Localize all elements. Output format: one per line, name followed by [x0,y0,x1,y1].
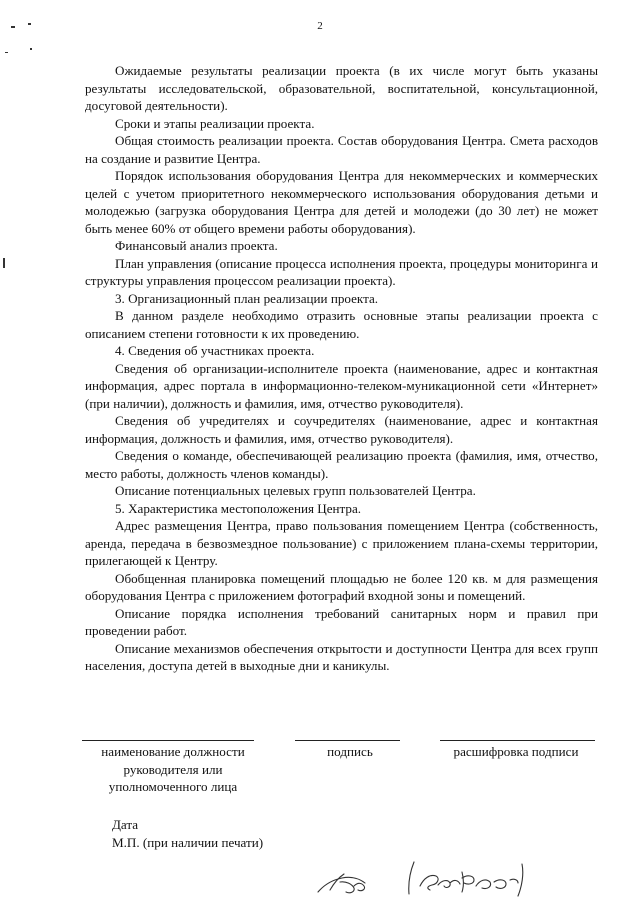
date-label: Дата [112,817,139,832]
scan-mark [5,52,8,53]
paragraph: Сведения об организации-исполнителе проекта (наименование, адрес и контактная информация, адрес портала в информационно-телеком-муникационной сети «Интернет» (при наличии), должность и фамилия, имя, отчество руководителя). [85,360,598,411]
page-number: 2 [317,20,323,32]
section-heading: 4. Сведения об участниках проекта. [115,343,315,358]
paragraph: Общая стоимость реализации проекта. Состав оборудования Центра. Смета расходов на создание и развитие Центра. [85,133,598,166]
paragraph: План управления (описание процесса исполнения проекта, процедуры мониторинга и структуры управления процессом реализации проекта). [85,255,598,288]
paragraph: Порядок использования оборудования Центра для некоммерческих и коммерческих целей с учетом приоритетного некоммерческого использования оборудования детьми и молодежью (загрузка оборудования Центра для детей и молодежи (до 30 лет) не может быть менее 60% от общего времени работы оборудования). [85,168,598,236]
decryption-signature-line [440,740,595,741]
scan-mark [30,48,32,50]
paragraph: Сроки и этапы реализации проекта. [115,115,315,131]
handwritten-signature [310,852,560,900]
decryption-label: расшифровка подписи [453,744,579,759]
section-heading: 3. Организационный план реализации проекта. [115,290,379,306]
paragraph: Описание потенциальных целевых групп пользователей Центра. [115,483,476,498]
paragraph: Сведения о команде, обеспечивающей реализацию проекта (фамилия, имя, отчество, место работы, должность членов команды). [85,448,598,481]
paragraph: Адрес размещения Центра, право пользования помещением Центра (собственность, аренда, передача в безвозмездное пользование) с приложением плана-схемы территории, прилегающей к Центру. [85,518,598,568]
paragraph: Ожидаемые результаты реализации проекта (в их числе могут быть указаны результаты исследовательской, образовательной, воспитательной, консультационной, досуговой деятельности). [85,63,598,113]
section-heading: 5. Характеристика местоположения Центра. [115,500,362,516]
paragraph: В данном разделе необходимо отразить основные этапы реализации проекта с описанием степени готовности к их проведению. [85,308,598,341]
position-signature-line [82,740,254,741]
signature-line [295,740,400,741]
paragraph: Сведения об учредителях и соучредителях (наименование, адрес и контактная информация, должность и фамилия, имя, отчество руководителя). [85,413,598,446]
position-label: наименование должности руководителя или уполномоченного лица [101,744,245,794]
document-body [85,62,598,675]
scan-mark [3,258,5,268]
paragraph: Описание порядка исполнения требований санитарных норм и правил при проведении работ. [85,605,598,638]
signature-label: подпись [327,744,373,759]
paragraph: Обобщенная планировка помещений площадью не более 120 кв. м для размещения оборудования Центра с приложением фотографий входной зоны и помещений. [85,570,598,603]
paragraph: Описание механизмов обеспечения открытости и доступности Центра для всех групп населения, доступа детей в выходные дни и каникулы. [85,640,598,673]
stamp-label: М.П. (при наличии печати) [112,835,264,850]
paragraph: Финансовый анализ проекта. [115,238,278,253]
